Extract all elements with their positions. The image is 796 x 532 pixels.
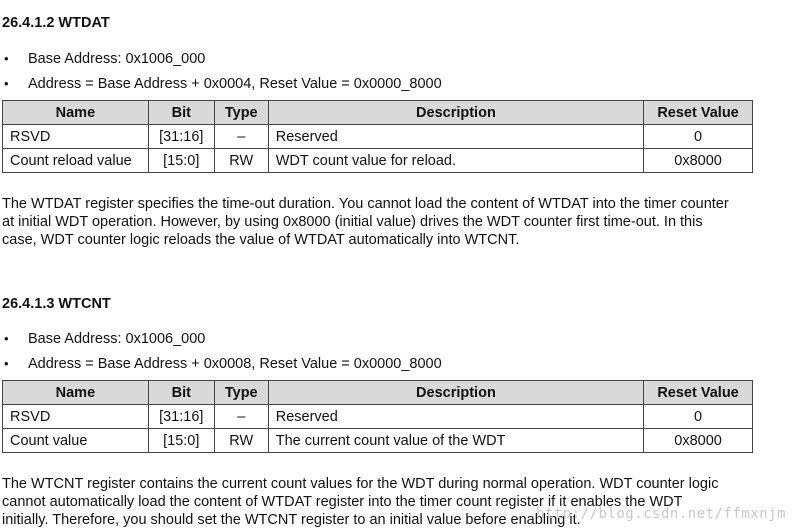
table-header-row [3,381,753,405]
table-cell: Reserved [268,125,643,149]
table-cell: 0x8000 [644,429,753,453]
paragraph-line: initially. Therefore, you should set the WTCNT register to an initial value before enabling it. [2,512,581,528]
bullet-list [2,330,762,380]
bullet-text: Address = Base Address + 0x0008, Reset Value = 0x0000_8000 [28,356,442,372]
table-cell: 0x8000 [644,149,753,173]
column-header: Description [268,101,643,125]
table-cell: [15:0] [148,149,214,173]
table-cell: RW [214,149,268,173]
column-header: Bit [148,101,214,125]
column-header: Reset Value [644,381,753,405]
table-cell: – [214,405,268,429]
paragraph-line: The WTDAT register specifies the time-out duration. You cannot load the content of WTDAT into the timer counter [2,196,729,212]
table-cell: WDT count value for reload. [268,149,643,173]
bullet-item [2,50,762,75]
column-header: Type [214,381,268,405]
paragraph-line: at initial WDT operation. However, by using 0x8000 (initial value) drives the WDT counter first time-out. In this [2,214,703,230]
section-wtcnt [2,295,762,313]
table-cell: Reserved [268,405,643,429]
table-row [3,149,753,173]
column-header: Name [3,381,149,405]
table-row [3,405,753,429]
bullet-list [2,50,762,100]
bullet-text: Address = Base Address + 0x0004, Reset Value = 0x0000_8000 [28,76,442,92]
register-table [2,100,753,173]
paragraph-line: The WTCNT register contains the current count values for the WDT during normal operation. WDT counter logic [2,476,719,492]
section-heading: 26.4.1.3 WTCNT [2,296,111,312]
column-header: Bit [148,381,214,405]
table-cell: [31:16] [148,405,214,429]
description-paragraph [2,195,762,249]
table-cell: 0 [644,125,753,149]
section-wtdat [2,14,762,32]
column-header: Type [214,101,268,125]
bullet-item [2,330,762,355]
bullet-icon: • [4,331,9,346]
bullet-text: Base Address: 0x1006_000 [28,331,206,347]
column-header: Description [268,381,643,405]
watermark: http://blog.csdn.net/ffmxnjm [535,506,786,522]
column-header: Reset Value [644,101,753,125]
bullet-icon: • [4,51,9,66]
table-header-row [3,101,753,125]
register-table [2,380,753,453]
paragraph-line: case, WDT counter logic reloads the value of WTDAT automatically into WTCNT. [2,232,520,248]
paragraph-line: cannot automatically load the content of WTDAT register into the timer count register if it enables the WDT [2,494,683,510]
section-heading: 26.4.1.2 WTDAT [2,15,110,31]
bullet-item [2,355,762,380]
table-cell: Count value [3,429,149,453]
table-cell: 0 [644,405,753,429]
bullet-icon: • [4,356,9,371]
table-cell: RW [214,429,268,453]
table-cell: RSVD [3,405,149,429]
column-header: Name [3,101,149,125]
table-cell: – [214,125,268,149]
table-cell: The current count value of the WDT [268,429,643,453]
bullet-item [2,75,762,100]
bullet-text: Base Address: 0x1006_000 [28,51,206,67]
table-cell: Count reload value [3,149,149,173]
table-cell: [31:16] [148,125,214,149]
bullet-icon: • [4,76,9,91]
table-row [3,429,753,453]
table-row [3,125,753,149]
table-cell: RSVD [3,125,149,149]
table-cell: [15:0] [148,429,214,453]
